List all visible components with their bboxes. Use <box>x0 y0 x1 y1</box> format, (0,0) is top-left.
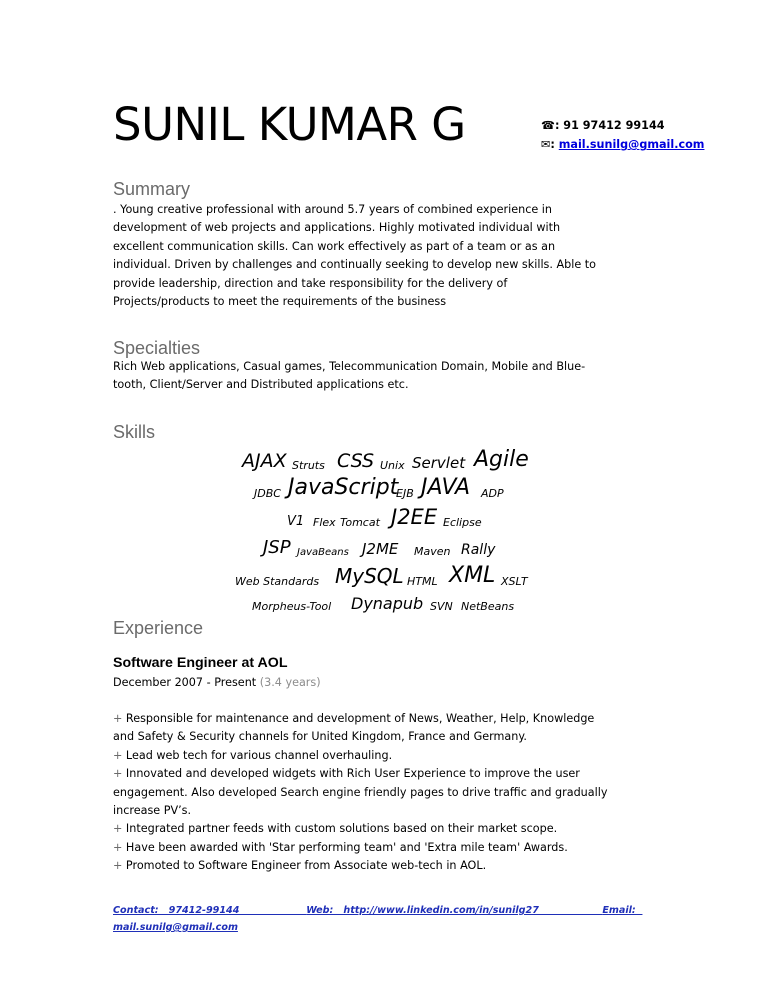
envelope-icon: ✉ <box>541 138 551 151</box>
skill-tag: XSLT <box>501 575 528 588</box>
footer-line <box>113 902 668 919</box>
skill-tag: Dynapub <box>351 594 424 613</box>
email-link[interactable]: mail.sunilg@gmail.com <box>558 138 705 151</box>
skill-tag: J2EE <box>391 505 438 529</box>
skill-tag: SVN <box>430 600 453 613</box>
skill-tag: MySQL <box>335 564 404 588</box>
phone-icon: ☎ <box>541 119 555 132</box>
skill-tag: Maven <box>414 545 451 558</box>
footer-contact: Contact: 97412-99144 <box>113 905 307 916</box>
skill-tag: Flex <box>313 516 336 529</box>
description-line: engagement. Also developed Search engine friendly pages to drive traffic and gradually <box>113 785 608 799</box>
job-title: Software Engineer at AOL <box>113 655 288 671</box>
candidate-name: SUNIL KUMAR G <box>113 98 466 151</box>
skill-tag: AJAX <box>242 450 287 472</box>
skill-tag: Servlet <box>412 454 466 472</box>
skill-tag: Rally <box>461 542 496 558</box>
description-line: + Innovated and developed widgets with Rich User Experience to improve the user <box>113 767 580 781</box>
skill-tag: Eclipse <box>443 516 482 529</box>
phone-number: : 91 97412 99144 <box>554 119 665 132</box>
skill-row <box>0 533 768 558</box>
skill-tag: Web Standards <box>235 575 320 588</box>
phone-line <box>541 116 704 135</box>
skill-tag: Unix <box>380 459 405 472</box>
skill-tag: ADP <box>481 487 504 500</box>
skill-tag: Tomcat <box>340 516 380 529</box>
description-line: increase PV’s. <box>113 804 192 818</box>
skill-tag: NetBeans <box>461 600 515 613</box>
skill-tag: JavaBeans <box>297 547 349 558</box>
summary-text: . Young creative professional with around 5.7 years of combined experience in development of web projects and applications. Highly motivated individual with excellent communication skills. Can work effectively as part of a team or as an individual. Driven by challenges and continually seeking to develop new skills. Able to provide leadership, direction and take responsibility for the delivery of Projects/products to meet the requirements of the business <box>113 203 597 309</box>
skill-tag: JDBC <box>254 487 281 500</box>
skill-tag: Struts <box>292 459 325 472</box>
skill-tag: JSP <box>263 537 291 558</box>
experience-heading: Experience <box>113 618 204 638</box>
skill-tag: J2ME <box>362 540 399 558</box>
header-contact <box>541 116 704 154</box>
description-line: + Lead web tech for various channel overhauling. <box>113 748 393 762</box>
description-line: + Have been awarded with 'Star performing team' and 'Extra mile team' Awards. <box>113 840 568 854</box>
description-line: + Integrated partner feeds with custom solutions based on their market scope. <box>113 822 558 836</box>
skill-tag: Morpheus-Tool <box>252 600 332 613</box>
page-footer <box>113 902 668 936</box>
skill-row <box>0 474 768 500</box>
email-line: ✉: mail.sunilg@gmail.com <box>541 138 705 151</box>
skill-tag: XML <box>449 563 496 588</box>
skill-tag: CSS <box>337 450 375 472</box>
skills-heading: Skills <box>113 422 156 442</box>
description-line: + Responsible for maintenance and development of News, Weather, Help, Knowledge <box>113 712 595 725</box>
footer-web-link[interactable]: Web: http://www.linkedin.com/in/sunilg27 <box>306 905 603 916</box>
footer-email-label: Email: <box>602 905 643 916</box>
skill-tag: JAVA <box>421 475 471 500</box>
specialties-text: Rich Web applications, Casual games, Telecommunication Domain, Mobile and Blue- tooth, Client/Server and Distributed applications etc. <box>113 360 586 392</box>
summary-heading: Summary <box>113 179 191 199</box>
specialties-heading: Specialties <box>113 338 201 358</box>
skill-row <box>0 446 768 472</box>
skill-tag: V1 <box>287 514 305 529</box>
job-duration: (3.4 years) <box>259 676 321 689</box>
footer-email-link[interactable]: mail.sunilg@gmail.com <box>113 922 238 933</box>
description-line: and Safety & Security channels for United Kingdom, France and Germany. <box>113 730 527 744</box>
skill-tag: HTML <box>407 575 438 588</box>
job-description <box>113 710 607 876</box>
skill-row <box>0 503 768 529</box>
skill-row <box>0 561 768 588</box>
description-line: + Promoted to Software Engineer from Associate web-tech in AOL. <box>113 859 487 873</box>
skill-row <box>0 591 768 613</box>
skill-tag: EJB <box>396 487 414 500</box>
skill-tag: Agile <box>474 447 529 472</box>
skill-tag: JavaScript <box>288 475 399 500</box>
job-dates: December 2007 - Present (3.4 years) <box>113 676 321 689</box>
